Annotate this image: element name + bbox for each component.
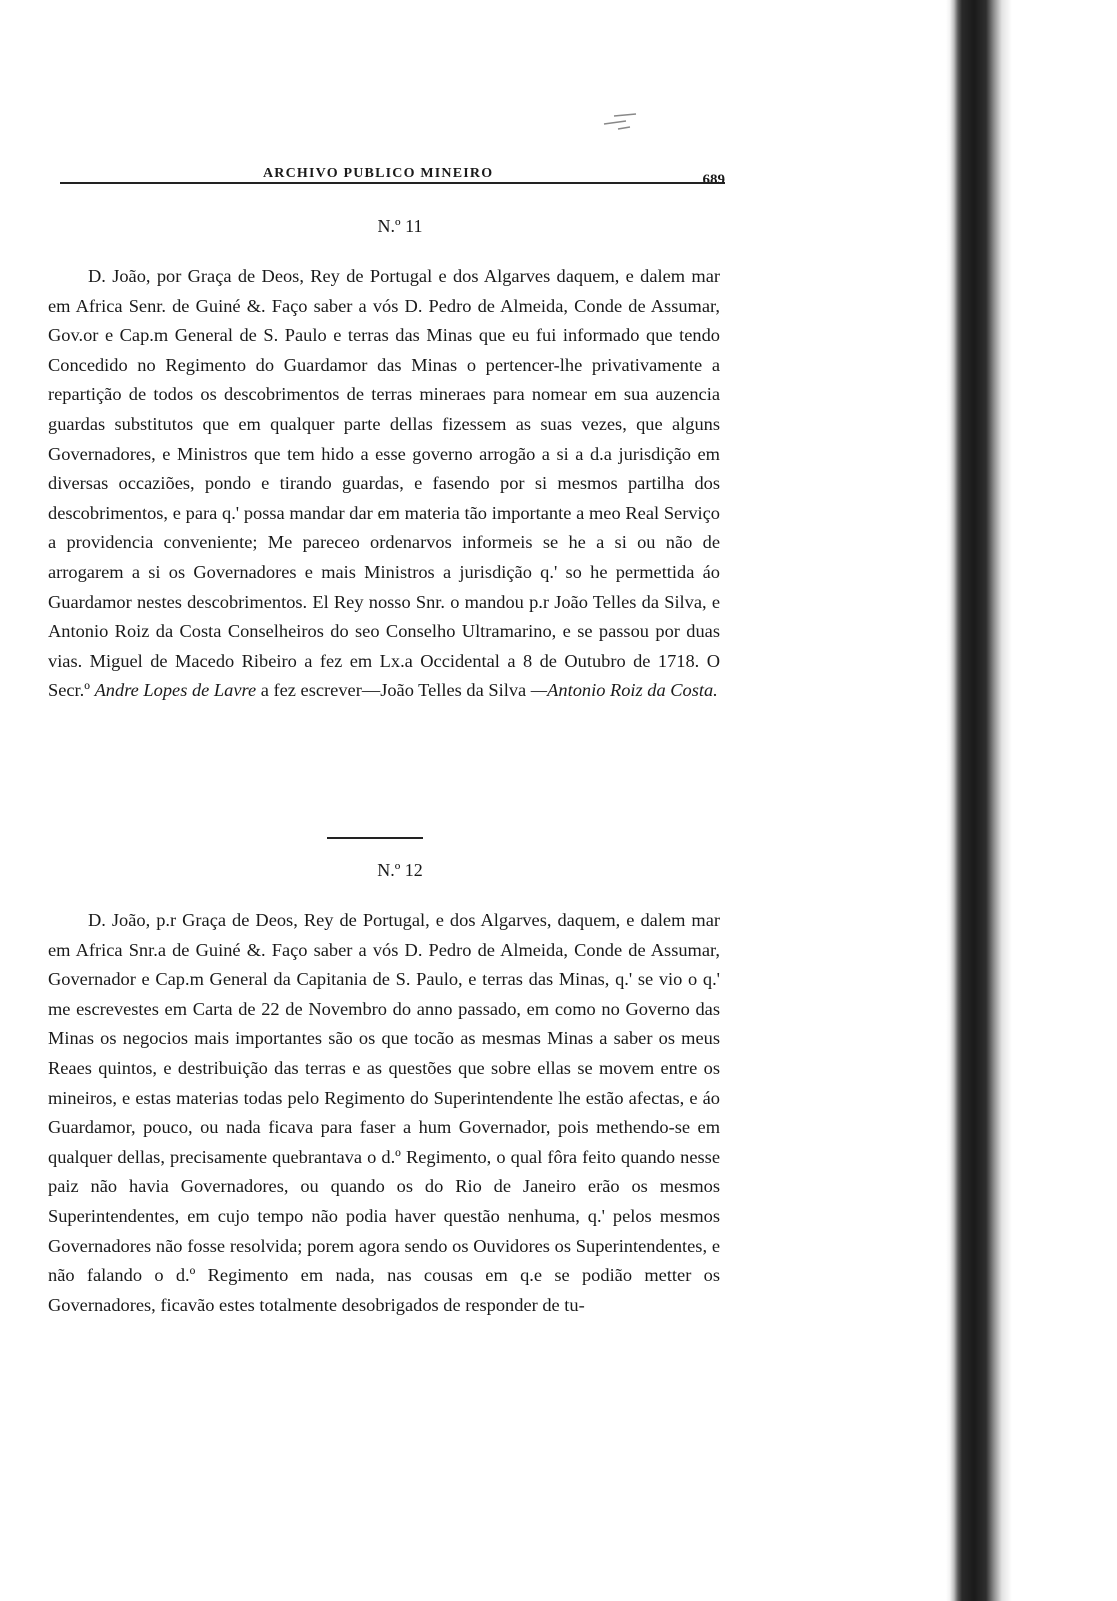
document-11-heading: N.º 11 xyxy=(377,216,423,236)
document-11-italic-signature: —Antonio Roiz da Costa. xyxy=(530,680,718,701)
document-11-text-middle: a fez escrever—João Telles da Silva xyxy=(256,680,527,701)
scan-speck-mark xyxy=(596,112,646,132)
page-number: 689 xyxy=(702,172,725,188)
book-binding-edge xyxy=(946,0,1117,1601)
document-12-body: D. João, p.r Graça de Deos, Rey de Portugal, e dos Algarves, daquem, e dalem mar em Africa Snr.a de Guiné &. Faço saber a vós D. Pedro de Almeida, Conde de Assumar, Governador e Cap.m General da Capitania de S. Paulo, e terras das Minas, q.' se vio o q.' me escrevestes em Carta de 22 de Novembro do anno passado, em como no Governo das Minas os negocios mais importantes são os que tocão as mesmas Minas a saber os meus Reaes quintos, e destribuição das terras e as questões que sobre ellas se movem entre os mineiros, e estas materias todas pelo Regimento do Superintendente lhe estão afectas, e áo Guardamor, pouco, ou nada ficava para faser a hum Governador, pois methendo-se em qualquer dellas, precisamente quebrantava o d.º Regimento, o qual fôra feito quando nesse paiz não havia Governadores, ou quando os do Rio de Janeiro erão os mesmos Superintendentes, em cujo tempo não podia haver questão nenhuma, q.' pelos mesmos Governadores não fosse resolvida; porem agora sendo os Ouvidores os Superintendentes, e não falando o d.º Regimento em nada, nas cousas em q.e se podião metter os Governadores, ficavão estes totalmente desobrigados de responder de tu- xyxy=(48,910,720,1315)
document-11-text: D. João, por Graça de Deos, Rey de Portugal e dos Algarves daquem, e dalem mar em Africa Senr. de Guiné &. Faço saber a vós D. Pedro de Almeida, Conde de Assumar, Gov.or e Cap.m General de S. Paulo e terras das Minas que eu fui informado que tendo Concedido no Regimento do Guardamor das Minas o pertencer-lhe privativamente a repartição de todos os descobrimentos de terras mineraes para nomear em sua auzencia guardas substitutos que em qualquer parte dellas fizessem as suas vezes, que alguns Governadores, e Ministros que tem hido a esse governo arrogão a si a d.a jurisdição em diversas occaziões, pondo e tirando guardas, e fasendo por si mesmos partilha dos descobrimentos, e para q.' possa mandar dar em materia tão importante a meo Real Serviço a providencia conveniente; Me pareceo ordenarvos informeis se he a si ou não de arrogarem a si os Governadores e mais Ministros a jurisdição q.' so he permettida áo Guardamor nestes descobrimentos. El Rey nosso Snr. o mandou p.r João Telles da Silva, e Antonio Roiz da Costa Conselheiros do seo Conselho Ultramarino, e se passou por duas vias. Miguel de Macedo Ribeiro a fez em Lx.a Occidental a 8 de Outubro de 1718. O Secr.º xyxy=(48,266,720,701)
document-11-italic-name: Andre Lopes de Lavre xyxy=(94,680,257,701)
document-12-heading: N.º 12 xyxy=(377,860,423,880)
document-11-body xyxy=(48,262,720,706)
header-rule xyxy=(60,182,725,184)
header-title: ARCHIVO PUBLICO MINEIRO xyxy=(263,166,494,181)
section-divider xyxy=(327,837,423,839)
